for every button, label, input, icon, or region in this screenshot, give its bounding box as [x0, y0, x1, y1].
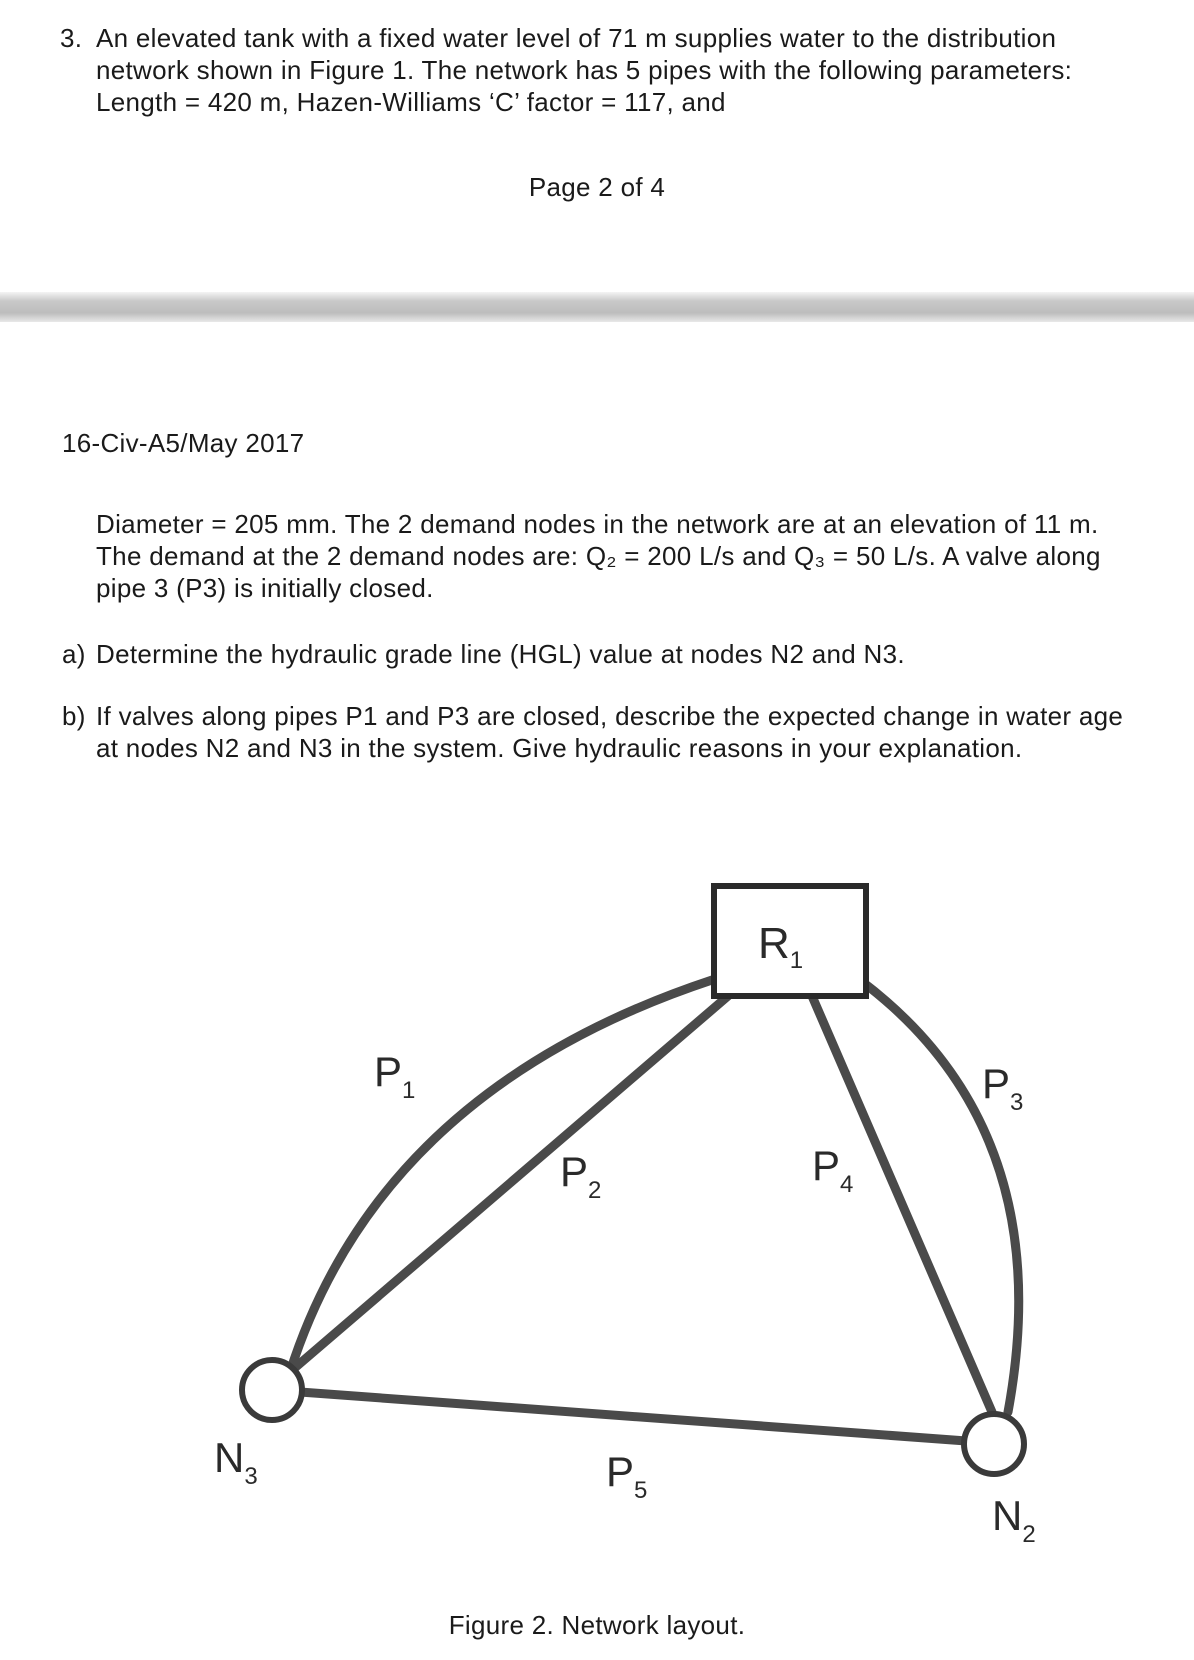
question-number: 3. — [60, 23, 83, 53]
pipe-p2-label — [560, 1148, 601, 1204]
pipe-p5-label-sub: 5 — [634, 1477, 648, 1504]
pipe-p2-label-main: P — [560, 1148, 589, 1195]
page-number: Page 2 of 4 — [528, 172, 666, 202]
reservoir-label-sub: 1 — [789, 947, 804, 974]
pipe-p1-label — [374, 1048, 415, 1104]
sub-question-a — [62, 638, 1142, 670]
pipe-p1-label-main: P — [374, 1048, 403, 1095]
node-n2-label — [992, 1492, 1036, 1548]
pipe-p3-label — [982, 1060, 1023, 1116]
pipe-p4-label — [812, 1142, 853, 1198]
node-n2-circle — [964, 1414, 1024, 1474]
question-text: An elevated tank with a fixed water level of 71 m supplies water to the distribution network shown in Figure 1. The network has 5 pipes with the following parameters: Length = 420 m, Hazen-Williams ‘C’ factor = 117, and — [96, 23, 1073, 117]
sub-question-label: b) — [62, 701, 86, 731]
page-separator — [0, 292, 1194, 322]
exam-code-header: 16-Civ-A5/May 2017 — [62, 428, 305, 458]
pipe-p4-label-main: P — [812, 1142, 841, 1189]
figure-caption: Figure 2. Network layout. — [448, 1610, 746, 1640]
reservoir-r1-box — [714, 886, 866, 996]
pipe-p4-label-sub: 4 — [840, 1171, 854, 1198]
node-n3-label-main: N — [214, 1434, 245, 1481]
reservoir-label-main: R — [758, 919, 790, 968]
pipe-p3-label-sub: 3 — [1010, 1089, 1024, 1116]
pipe-p5-label — [606, 1448, 647, 1504]
network-diagram — [0, 850, 1194, 1580]
question-3-block — [60, 22, 1140, 118]
node-n3-label — [214, 1434, 258, 1490]
sub-question-b — [62, 700, 1142, 764]
node-n2-label-main: N — [992, 1492, 1023, 1539]
pipe-p4-line — [812, 996, 992, 1412]
sub-question-text: Determine the hydraulic grade line (HGL) value at nodes N2 and N3. — [96, 639, 905, 669]
pipe-p3-line — [860, 980, 1019, 1412]
pipe-p1-label-sub: 1 — [402, 1077, 416, 1104]
node-n2-label-sub: 2 — [1022, 1521, 1036, 1548]
pipe-p5-label-main: P — [606, 1448, 635, 1495]
sub-question-label: a) — [62, 639, 86, 669]
node-n3-circle — [242, 1360, 302, 1420]
pipe-p3-label-main: P — [982, 1060, 1011, 1107]
node-n3-label-sub: 3 — [244, 1463, 258, 1490]
previous-page-fragment — [0, 0, 1194, 292]
pipe-p5-line — [300, 1392, 980, 1442]
question-continuation: Diameter = 205 mm. The 2 demand nodes in the network are at an elevation of 11 m. The demand at the 2 demand nodes are: Q₂ = 200 L/s and Q₃ = 50 L/s. A valve along pipe 3 (P3) is initially closed. — [96, 509, 1101, 603]
sub-question-text: If valves along pipes P1 and P3 are closed, describe the expected change in water age at nodes N2 and N3 in the system. Give hydraulic reasons in your explanation. — [96, 701, 1124, 763]
pipe-p2-line — [290, 996, 728, 1372]
pipe-p2-label-sub: 2 — [588, 1177, 602, 1204]
